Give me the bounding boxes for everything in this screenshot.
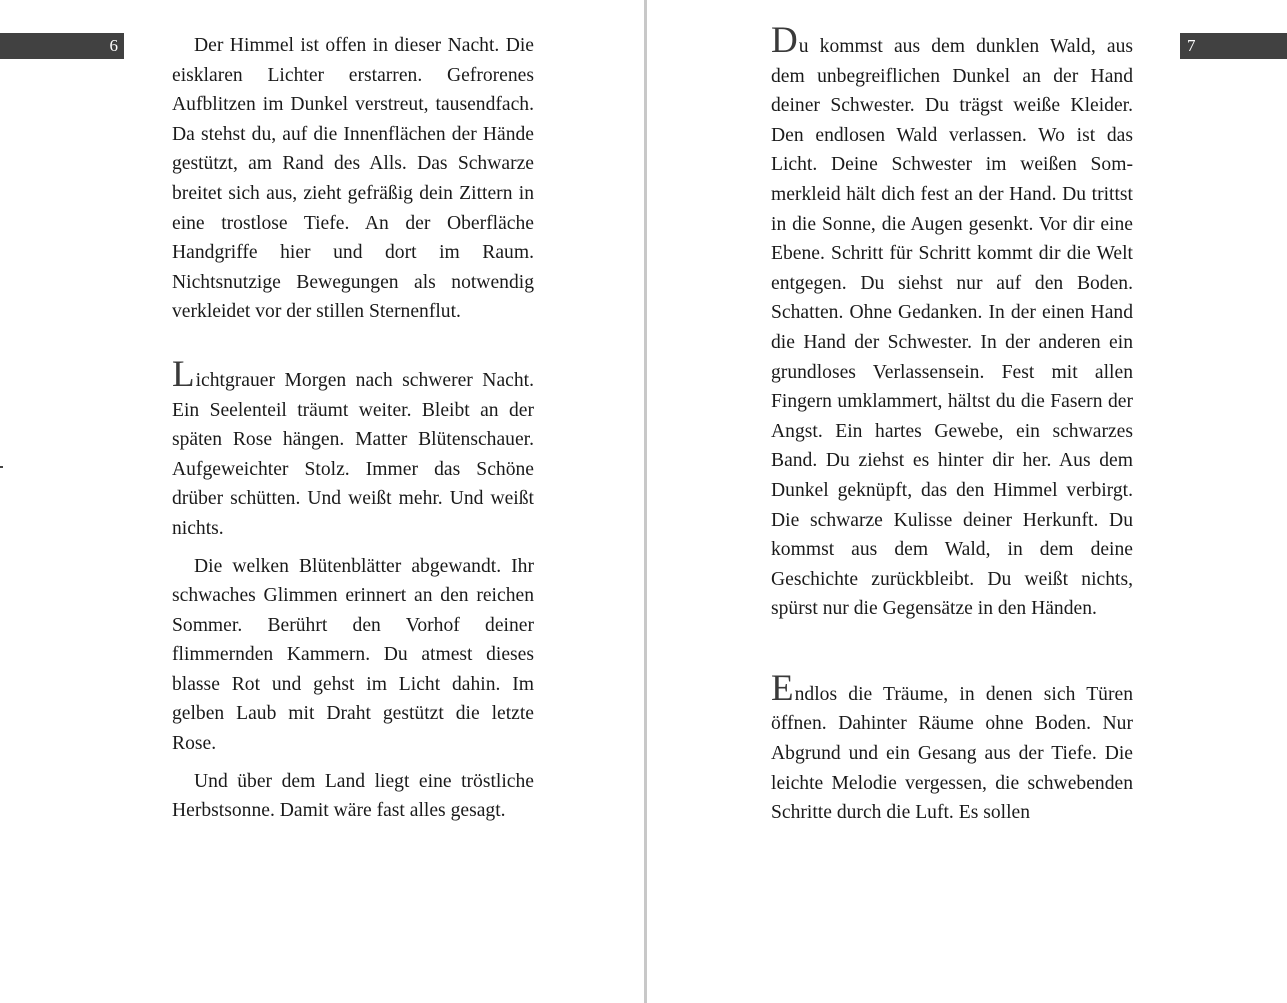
paragraph-wilted-petals: Die welken Blütenblätter abgewandt. Ihr schwaches Glimmen erinnert an den reichen Sommer. Berührt den Vorhof deiner flimmernden Kammern. Du atmest dieses blasse Rot und gehst im Licht dahin. Im gelben Laub mit Draht gestützt die letzte Rose.: [172, 555, 534, 755]
paragraph-dark-forest-text: u kommst aus dem dunklen Wald, aus dem unbegreiflichen Dunkel an der Hand deiner Schwester. Du trägst weiße Kleider. Den endlosen Wald verlassen. Wo ist das Licht. Deine Schwester im weißen Sommerkleid hält dich fest an der Hand. Du trittst in die Sonne, die Augen gesenkt. Vor dir eine Ebene. Schritt für Schritt kommt dir die Welt entgegen. Du siehst nur auf den Boden. Schatten. Ohne Gedanken. In der einen Hand die Hand der Schwester. In der anderen ein grundloses Verlassensein. Fest mit allen Fingern umklammert, hältst du die Fasern der Angst. Ein hartes Gewebe, ein schwarzes Band. Du ziehst es hinter dir her. Aus dem Dunkel geknüpft, das den Himmel verbirgt. Die schwarze Kulisse deiner Herkunft. Du kommst aus dem Wald, in dem deine Geschichte zurückbleibt. Du weißt nichts, spürst nur die Gegensätze in den Händen.: [771, 36, 1133, 620]
page-number-right: 7: [1187, 36, 1196, 55]
right-page-text: [771, 20, 1133, 828]
dropcap-d: D: [771, 20, 798, 61]
page-number-left: 6: [109, 36, 118, 55]
paragraph-autumn-sun: Und über dem Land liegt eine tröstliche Herbstsonne. Damit wäre fast alles gesagt.: [172, 770, 534, 822]
paragraph-endless-dreams: [771, 667, 1133, 828]
page-number-tab-right: [1180, 33, 1287, 59]
dropcap-l: L: [172, 353, 195, 395]
paragraph-endless-dreams-text: ndlos die Träume, in denen sich Türen öffnen. Dahinter Räume ohne Boden. Nur Abgrund und ein Gesang aus der Tiefe. Die leichte Melodie vergessen, die schwebenden Schritte durch die Luft. Es sollen: [771, 683, 1133, 824]
margin-mark: [0, 466, 3, 468]
left-page-text: [172, 31, 534, 826]
right-page: [647, 0, 1287, 1003]
paragraph-grey-morning-text: ichtgrauer Morgen nach schwerer Nacht. Ein Seelenteil träumt weiter. Bleibt an der späten Rose hängen. Matter Blütenschauer. Aufgeweichter Stolz. Immer das Schöne drüber schütten. Und weißt mehr. Und weißt nichts.: [172, 369, 534, 539]
page-number-tab-left: [0, 33, 124, 59]
paragraph-dark-forest: [771, 20, 1133, 624]
paragraph-night-sky: Der Himmel ist offen in dieser Nacht. Die eisklaren Lichter erstarren. Gefrorenes Aufblitzen im Dunkel verstreut, tausendfach. Da stehst du, auf die Innenflächen der Hände gestützt, am Rand des Alls. Das Schwarze breitet sich aus, zieht gefräßig dein Zittern in eine trostlose Tiefe. An der Oberfläche Handgriffe hier und dort im Raum. Nichtsnutzige Bewegungen als notwendig verkleidet vor der stillen Sternenflut.: [172, 35, 534, 323]
dropcap-e: E: [771, 667, 794, 709]
paragraph-grey-morning: [172, 353, 534, 544]
